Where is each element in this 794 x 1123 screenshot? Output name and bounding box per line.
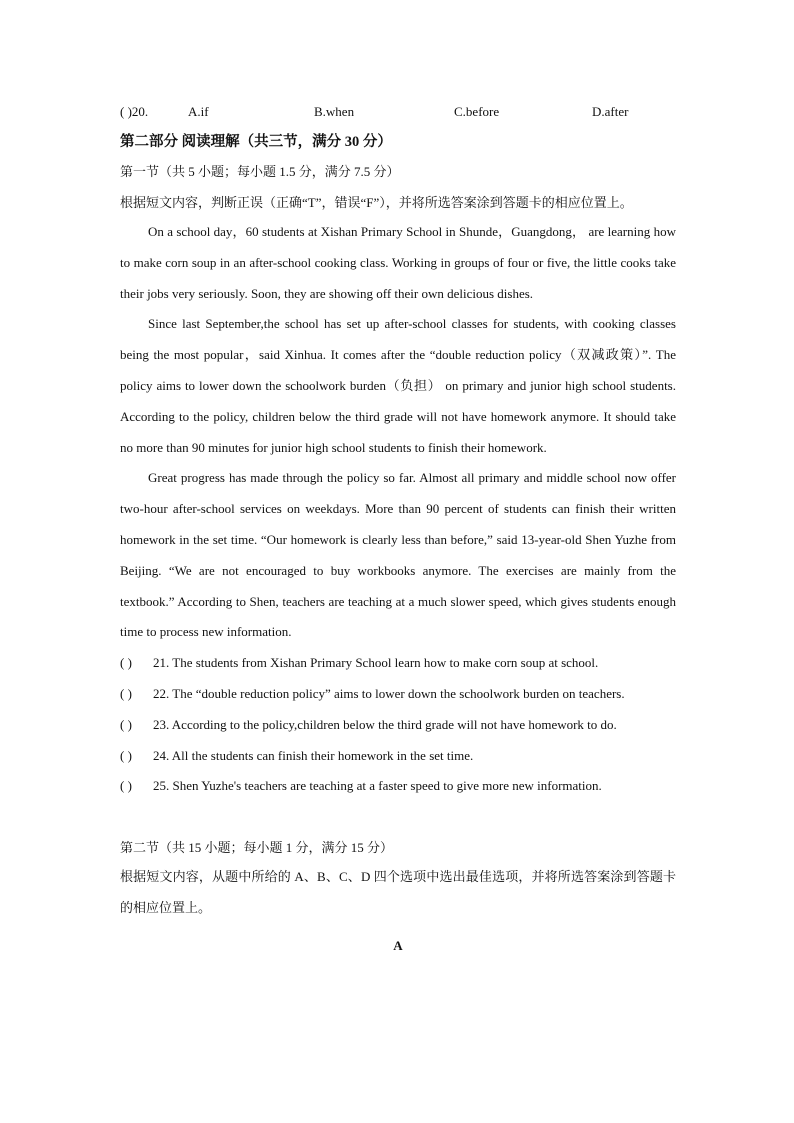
question-21 [120,648,676,679]
q20-option-b: B.when [314,104,355,119]
q20-number: ( )20. [120,104,149,119]
q20-option-d: D.after [592,104,629,119]
exam-page [120,104,676,954]
section2-title: 第二节（共 15 小题；每小题 1 分，满分 15 分） [120,840,394,856]
q20-option-a: A.if [188,104,209,119]
answer-blank: ( ) [120,778,132,794]
section1-instructions: 根据短文内容，判断正误（正确“T”，错误“F”），并将所选答案涂到答题卡的相应位置上。 [120,195,633,210]
question-25 [120,771,676,802]
question-text: 21. The students from Xishan Primary School learn how to make corn soup at school. [153,655,599,671]
paragraph-1: On a school day，60 students at Xishan Primary School in Shunde，Guangdong， are learning how to make corn soup in an after-school cooking class. Working in groups of four or five, the little cooks take their jobs very seriously. Soon, they are showing off their own delicious dishes. [120,224,676,301]
question-text: 25. Shen Yuzhe's teachers are teaching at a faster speed to give more new information. [153,778,602,794]
part2-title: 第二部分 阅读理解（共三节，满分 30 分） [120,134,392,150]
answer-blank: ( ) [120,716,132,732]
section2-instructions: 根据短文内容，从题中所给的 A、B、C、D 四个选项中选出最佳选项，并将所选答案涂到答题卡的相应位置上。 [120,869,676,915]
answer-blank: ( ) [120,747,132,763]
q20-option-c: C.before [454,104,500,119]
answer-blank: ( ) [120,685,132,701]
passage-label: A [393,937,403,953]
question-text: 22. The “double reduction policy” aims to lower down the schoolwork burden on teachers. [153,685,625,701]
question-22 [120,679,676,710]
section1-title: 第一节（共 5 小题；每小题 1.5 分，满分 7.5 分） [120,164,400,179]
question-text: 24. All the students can finish their homework in the set time. [153,747,474,763]
answer-blank: ( ) [120,655,132,671]
question-23 [120,710,676,741]
paragraph-2: Since last September,the school has set up after-school classes for students, with cooking classes being the most popular，said Xinhua. It comes after the “double reduction policy（双减政策）”. The policy aims to lower down the schoolwork burden（负担） on primary and junior high school students. According to the policy, children below the third grade will not have homework anymore. It should take no more than 90 minutes for junior high school students to finish their homework. [120,316,676,455]
question-24 [120,741,676,772]
paragraph-3: Great progress has made through the policy so far. Almost all primary and middle school now offer two-hour after-school services on weekdays. More than 90 percent of students can finish their written homework in the set time. “Our homework is clearly less than before,” said 13-year-old Shen Yuzhe from Beijing. “We are not encouraged to buy workbooks anymore. The exercises are mainly from the textbook.” According to Shen, teachers are teaching at a much slower speed, which gives students enough time to process new information. [120,470,676,640]
question-20 [120,104,676,120]
question-text: 23. According to the policy,children below the third grade will not have homework to do. [153,716,617,732]
true-false-questions [120,648,676,802]
